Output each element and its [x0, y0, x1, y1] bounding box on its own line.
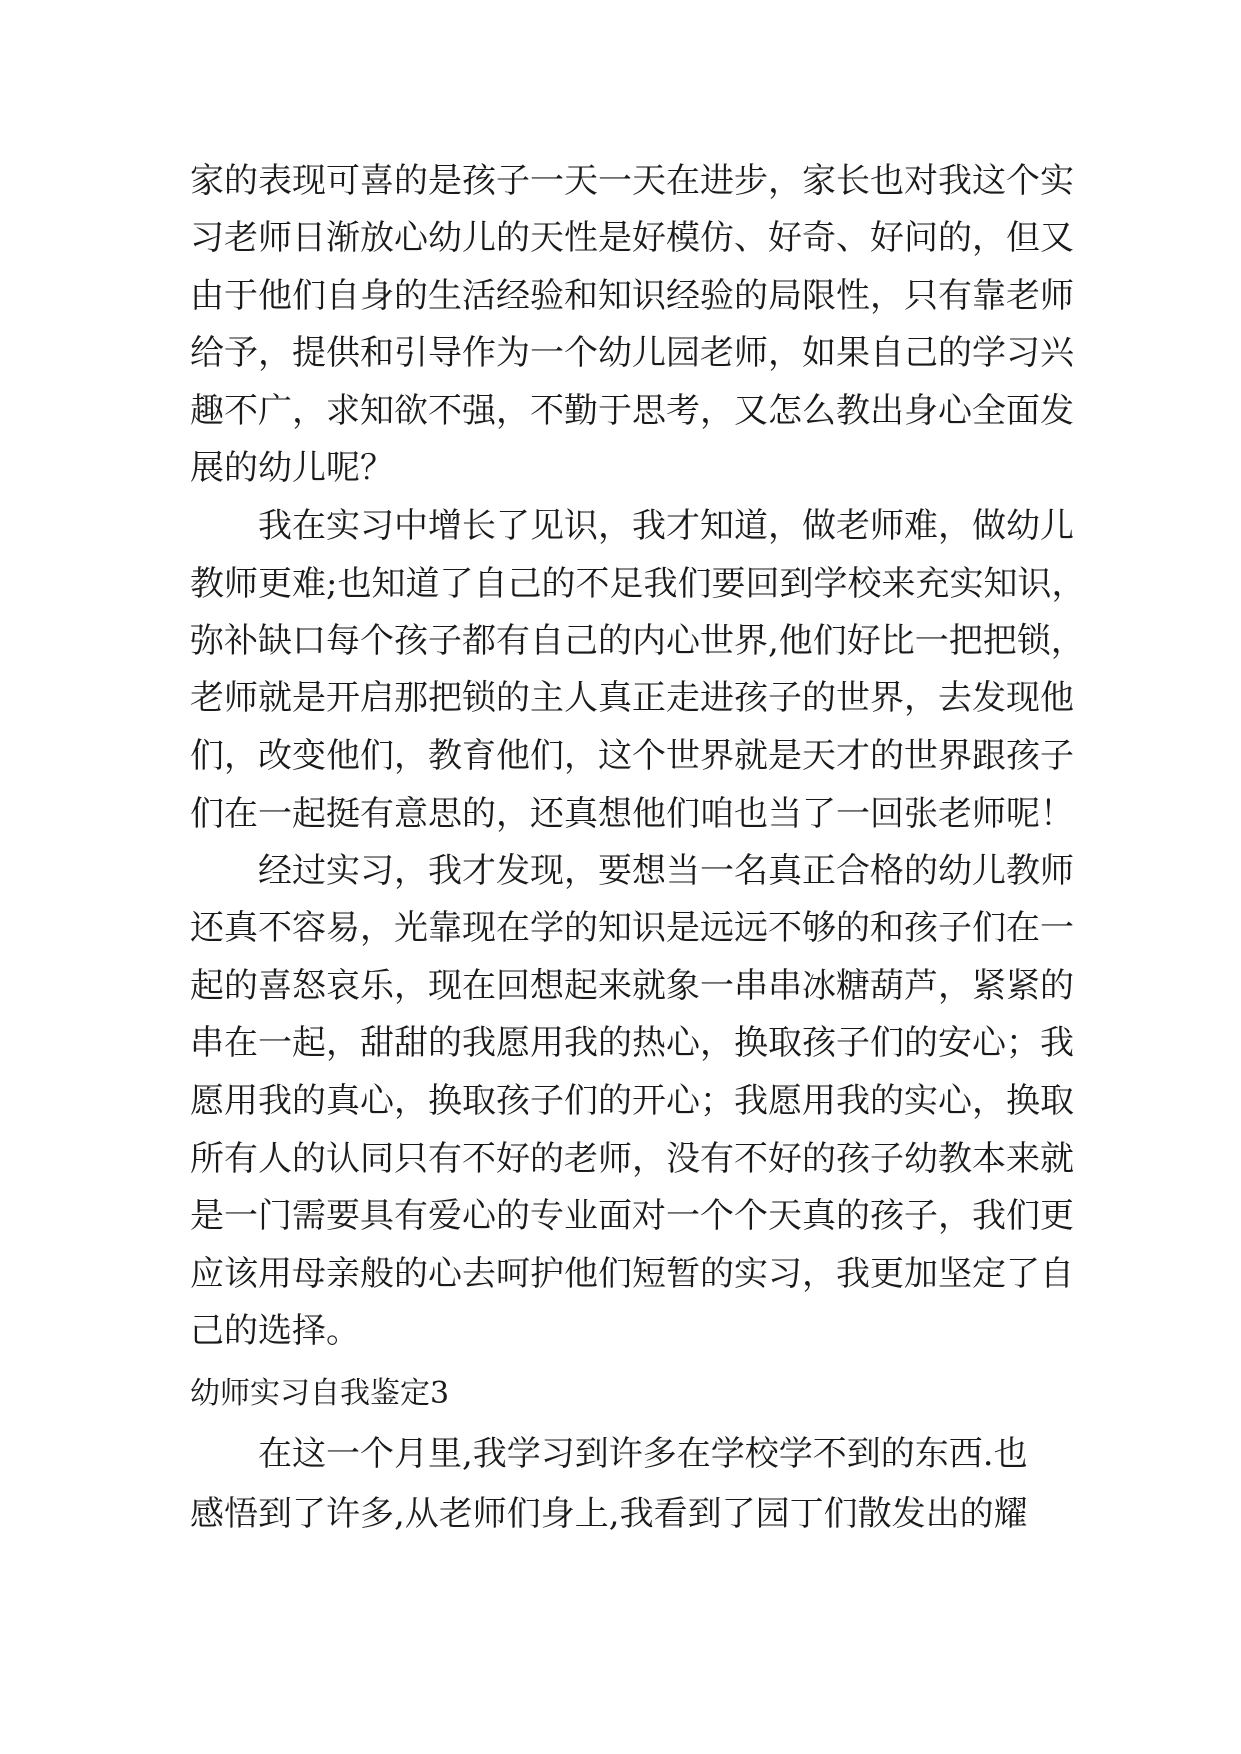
paragraph-first-line: 经过实习，我才发现，要想当一名真正合格的幼儿教师 [258, 851, 1074, 891]
text-line: 弥补缺口每个孩子都有自己的内心世界,他们好比一把把锁， [190, 621, 1085, 661]
text-line: 教师更难;也知道了自己的不足我们要回到学校来充实知识， [190, 564, 1086, 604]
text-line: 愿用我的真心，换取孩子们的开心；我愿用我的实心，换取 [190, 1081, 1074, 1121]
text-line: 老师就是开启那把锁的主人真正走进孩子的世界，去发现他 [190, 678, 1074, 718]
text-line: 们，改变他们，教育他们，这个世界就是天才的世界跟孩子 [190, 736, 1074, 776]
text-line: 是一门需要具有爱心的专业面对一个个天真的孩子，我们更 [190, 1196, 1074, 1236]
text-line: 串在一起，甜甜的我愿用我的热心，换取孩子们的安心；我 [190, 1023, 1074, 1063]
text-line: 家的表现可喜的是孩子一天一天在进步，家长也对我这个实 [190, 161, 1074, 201]
text-line: 趣不广，求知欲不强，不勤于思考，又怎么教出身心全面发 [190, 391, 1074, 431]
text-line: 应该用母亲般的心去呵护他们短暂的实习，我更加坚定了自 [190, 1254, 1074, 1294]
text-line: 起的喜怒哀乐，现在回想起来就象一串串冰糖葫芦，紧紧的 [190, 966, 1074, 1006]
section-heading: 幼师实习自我鉴定3 [190, 1376, 450, 1411]
text-line: 所有人的认同只有不好的老师，没有不好的孩子幼教本来就 [190, 1139, 1074, 1179]
text-line: 给予，提供和引导作为一个幼儿园老师，如果自己的学习兴 [190, 333, 1074, 373]
text-line: 由于他们自身的生活经验和知识经验的局限性，只有靠老师 [190, 276, 1074, 316]
paragraph-first-line: 在这一个月里,我学习到许多在学校学不到的东西.也 [258, 1434, 1028, 1474]
paragraph-first-line: 我在实习中增长了见识，我才知道，做老师难，做幼儿 [258, 506, 1074, 546]
text-line: 展的幼儿呢？ [190, 448, 394, 488]
text-line: 己的选择。 [190, 1311, 360, 1351]
text-line: 还真不容易，光靠现在学的知识是远远不够的和孩子们在一 [190, 908, 1074, 948]
text-line: 们在一起挺有意思的，还真想他们咱也当了一回张老师呢！ [190, 794, 1074, 834]
text-line: 习老师日渐放心幼儿的天性是好模仿、好奇、好问的，但又 [190, 218, 1074, 258]
text-line: 感悟到了许多,从老师们身上,我看到了园丁们散发出的耀 [190, 1494, 1028, 1534]
